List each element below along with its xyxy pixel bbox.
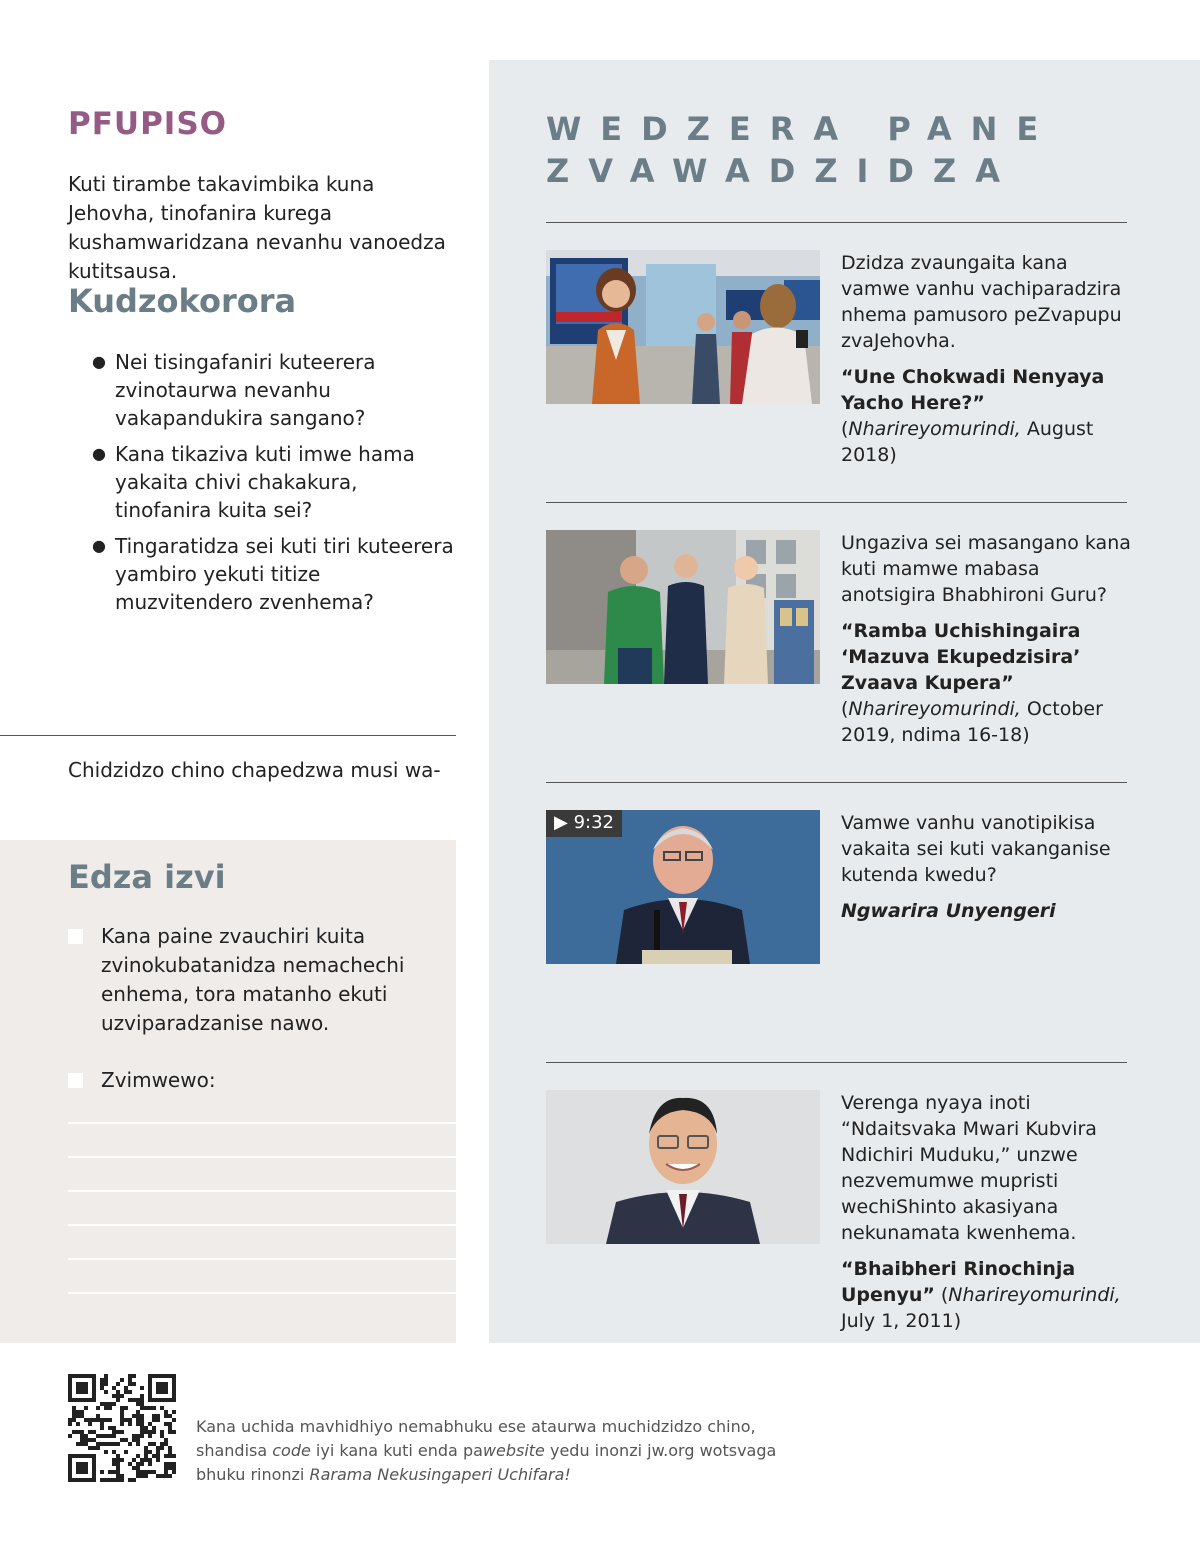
footer-text-part: website (482, 1441, 545, 1460)
article-text (841, 250, 1131, 468)
ref-paren: ( (841, 698, 849, 720)
divider (0, 735, 456, 736)
checkbox-icon[interactable] (68, 929, 83, 944)
publication-issue: October 2019, ndima 16-18) (841, 698, 1103, 746)
summary-title: PFUPISO (68, 106, 228, 142)
ref-paren: ( (934, 1284, 949, 1306)
writing-line[interactable] (68, 1258, 456, 1260)
video-title-link[interactable]: Ngwarira Unyengeri (841, 900, 1056, 922)
article-reference[interactable] (841, 364, 1131, 468)
article-image[interactable] (546, 1090, 820, 1244)
goal-checkbox-item[interactable] (68, 922, 438, 1038)
article-title-link[interactable]: “Une Chokwadi Nenyaya Yacho Here?” (841, 366, 1105, 414)
divider (546, 782, 1127, 783)
summary-text: Kuti tirambe takavimbika kuna Jehovha, tinofanira kurega kushamwaridzana nevanhu vanoedza kutitsausa. (68, 172, 446, 283)
video-thumbnail[interactable] (546, 810, 820, 964)
article-reference[interactable] (841, 618, 1131, 748)
article-reference[interactable] (841, 1256, 1131, 1334)
writing-line[interactable] (68, 1292, 456, 1294)
play-icon[interactable]: ▶ (554, 812, 568, 833)
bullet-icon: ● (92, 444, 106, 463)
writing-line[interactable] (68, 1190, 456, 1192)
article-title-link[interactable]: “Bhaibheri Rinochinja Upenyu” (841, 1258, 1076, 1306)
article-description: Dzidza zvaungaita kana vamwe vanhu vachiparadzira nhema pamusoro peZvapupu zvaJehovha. (841, 252, 1122, 352)
publication-name: Nharireyomurindi, (948, 1284, 1121, 1306)
footer-note (196, 1415, 786, 1487)
publication-name: Nharireyomurindi, (848, 698, 1021, 720)
divider (546, 222, 1127, 223)
publication-name: Nharireyomurindi, (848, 418, 1021, 440)
video-duration: 9:32 (573, 812, 614, 833)
divider (546, 1062, 1127, 1063)
checkbox-icon[interactable] (68, 1073, 83, 1088)
footer-text-part: code (272, 1441, 311, 1460)
article-title-link[interactable]: “Ramba Uchishingaira ‘Mazuva Ekupedzisira’ Zvaava Kupera” (841, 620, 1081, 694)
footer-text-part: iyi kana kuti enda pa (310, 1441, 483, 1460)
related-article[interactable] (546, 250, 1127, 466)
qr-code-icon[interactable] (68, 1374, 176, 1482)
related-article[interactable] (546, 530, 1131, 746)
review-question-text: Kana tikaziva kuti imwe hama yakaita chivi chakakura, tinofanira kuita sei? (115, 442, 415, 522)
related-video[interactable] (546, 810, 1127, 1010)
other-goal-label: Zvimwewo: (101, 1068, 216, 1092)
bullet-icon: ● (92, 352, 106, 371)
review-list (92, 348, 454, 624)
writing-line[interactable] (68, 1122, 456, 1124)
article-text (841, 1090, 1131, 1334)
footer-text-part: Kana uchida mavhidhiyo nemabhuku ese ataurwa muchidzidzo chino, shandisa (196, 1417, 756, 1460)
review-question (92, 532, 454, 616)
writing-line[interactable] (68, 1156, 456, 1158)
review-question (92, 440, 454, 524)
publication-issue: July 1, 2011) (841, 1310, 962, 1332)
article-text (841, 530, 1131, 748)
book-title: Rarama Nekusingaperi Uchifara! (309, 1465, 571, 1484)
article-image[interactable] (546, 530, 820, 684)
more-title: WEDZERA PANE ZVAWADZIDZA (546, 110, 1058, 190)
article-description: Verenga nyaya inoti “Ndaitsvaka Mwari Kubvira Ndichiri Muduku,” unzwe nezvemumwe mupristi wechiShinto akasiyana nekunamata kwenhema. (841, 1092, 1097, 1244)
video-reference[interactable] (841, 898, 1131, 924)
publication-issue: August 2018) (841, 418, 1094, 466)
review-question-text: Nei tisingafaniri kuteerera zvinotaurwa nevanhu vakapandukira sangano? (115, 350, 376, 430)
goal-text: Kana paine zvauchiri kuita zvinokubatanidza nemachechi enhema, tora matanho ekuti uzviparadzanise nawo. (101, 924, 405, 1035)
ref-paren: ( (841, 418, 849, 440)
article-description: Vamwe vanhu vanotipikisa vakaita sei kuti vakanganise kutenda kwedu? (841, 812, 1111, 886)
article-text (841, 810, 1131, 924)
completion-date-line: Chidzidzo chino chapedzwa musi wa- (68, 758, 441, 782)
review-title: Kudzokorora (68, 282, 297, 320)
footer-text-part: yedu inonzi jw.org wotsvaga bhuku rinonzi (196, 1441, 777, 1484)
review-question (92, 348, 454, 432)
divider (546, 502, 1127, 503)
article-description: Ungaziva sei masangano kana kuti mamwe mabasa anotsigira Bhabhironi Guru? (841, 532, 1131, 606)
writing-line[interactable] (68, 1224, 456, 1226)
article-image[interactable] (546, 250, 820, 404)
try-this-title: Edza izvi (68, 858, 226, 896)
video-duration-badge (546, 810, 622, 837)
other-goal-checkbox-item[interactable] (68, 1066, 438, 1095)
related-article[interactable] (546, 1090, 1127, 1332)
review-question-text: Tingaratidza sei kuti tiri kuteerera yambiro yekuti titize muzvitendero zvenhema? (115, 534, 454, 614)
bullet-icon: ● (92, 536, 106, 555)
